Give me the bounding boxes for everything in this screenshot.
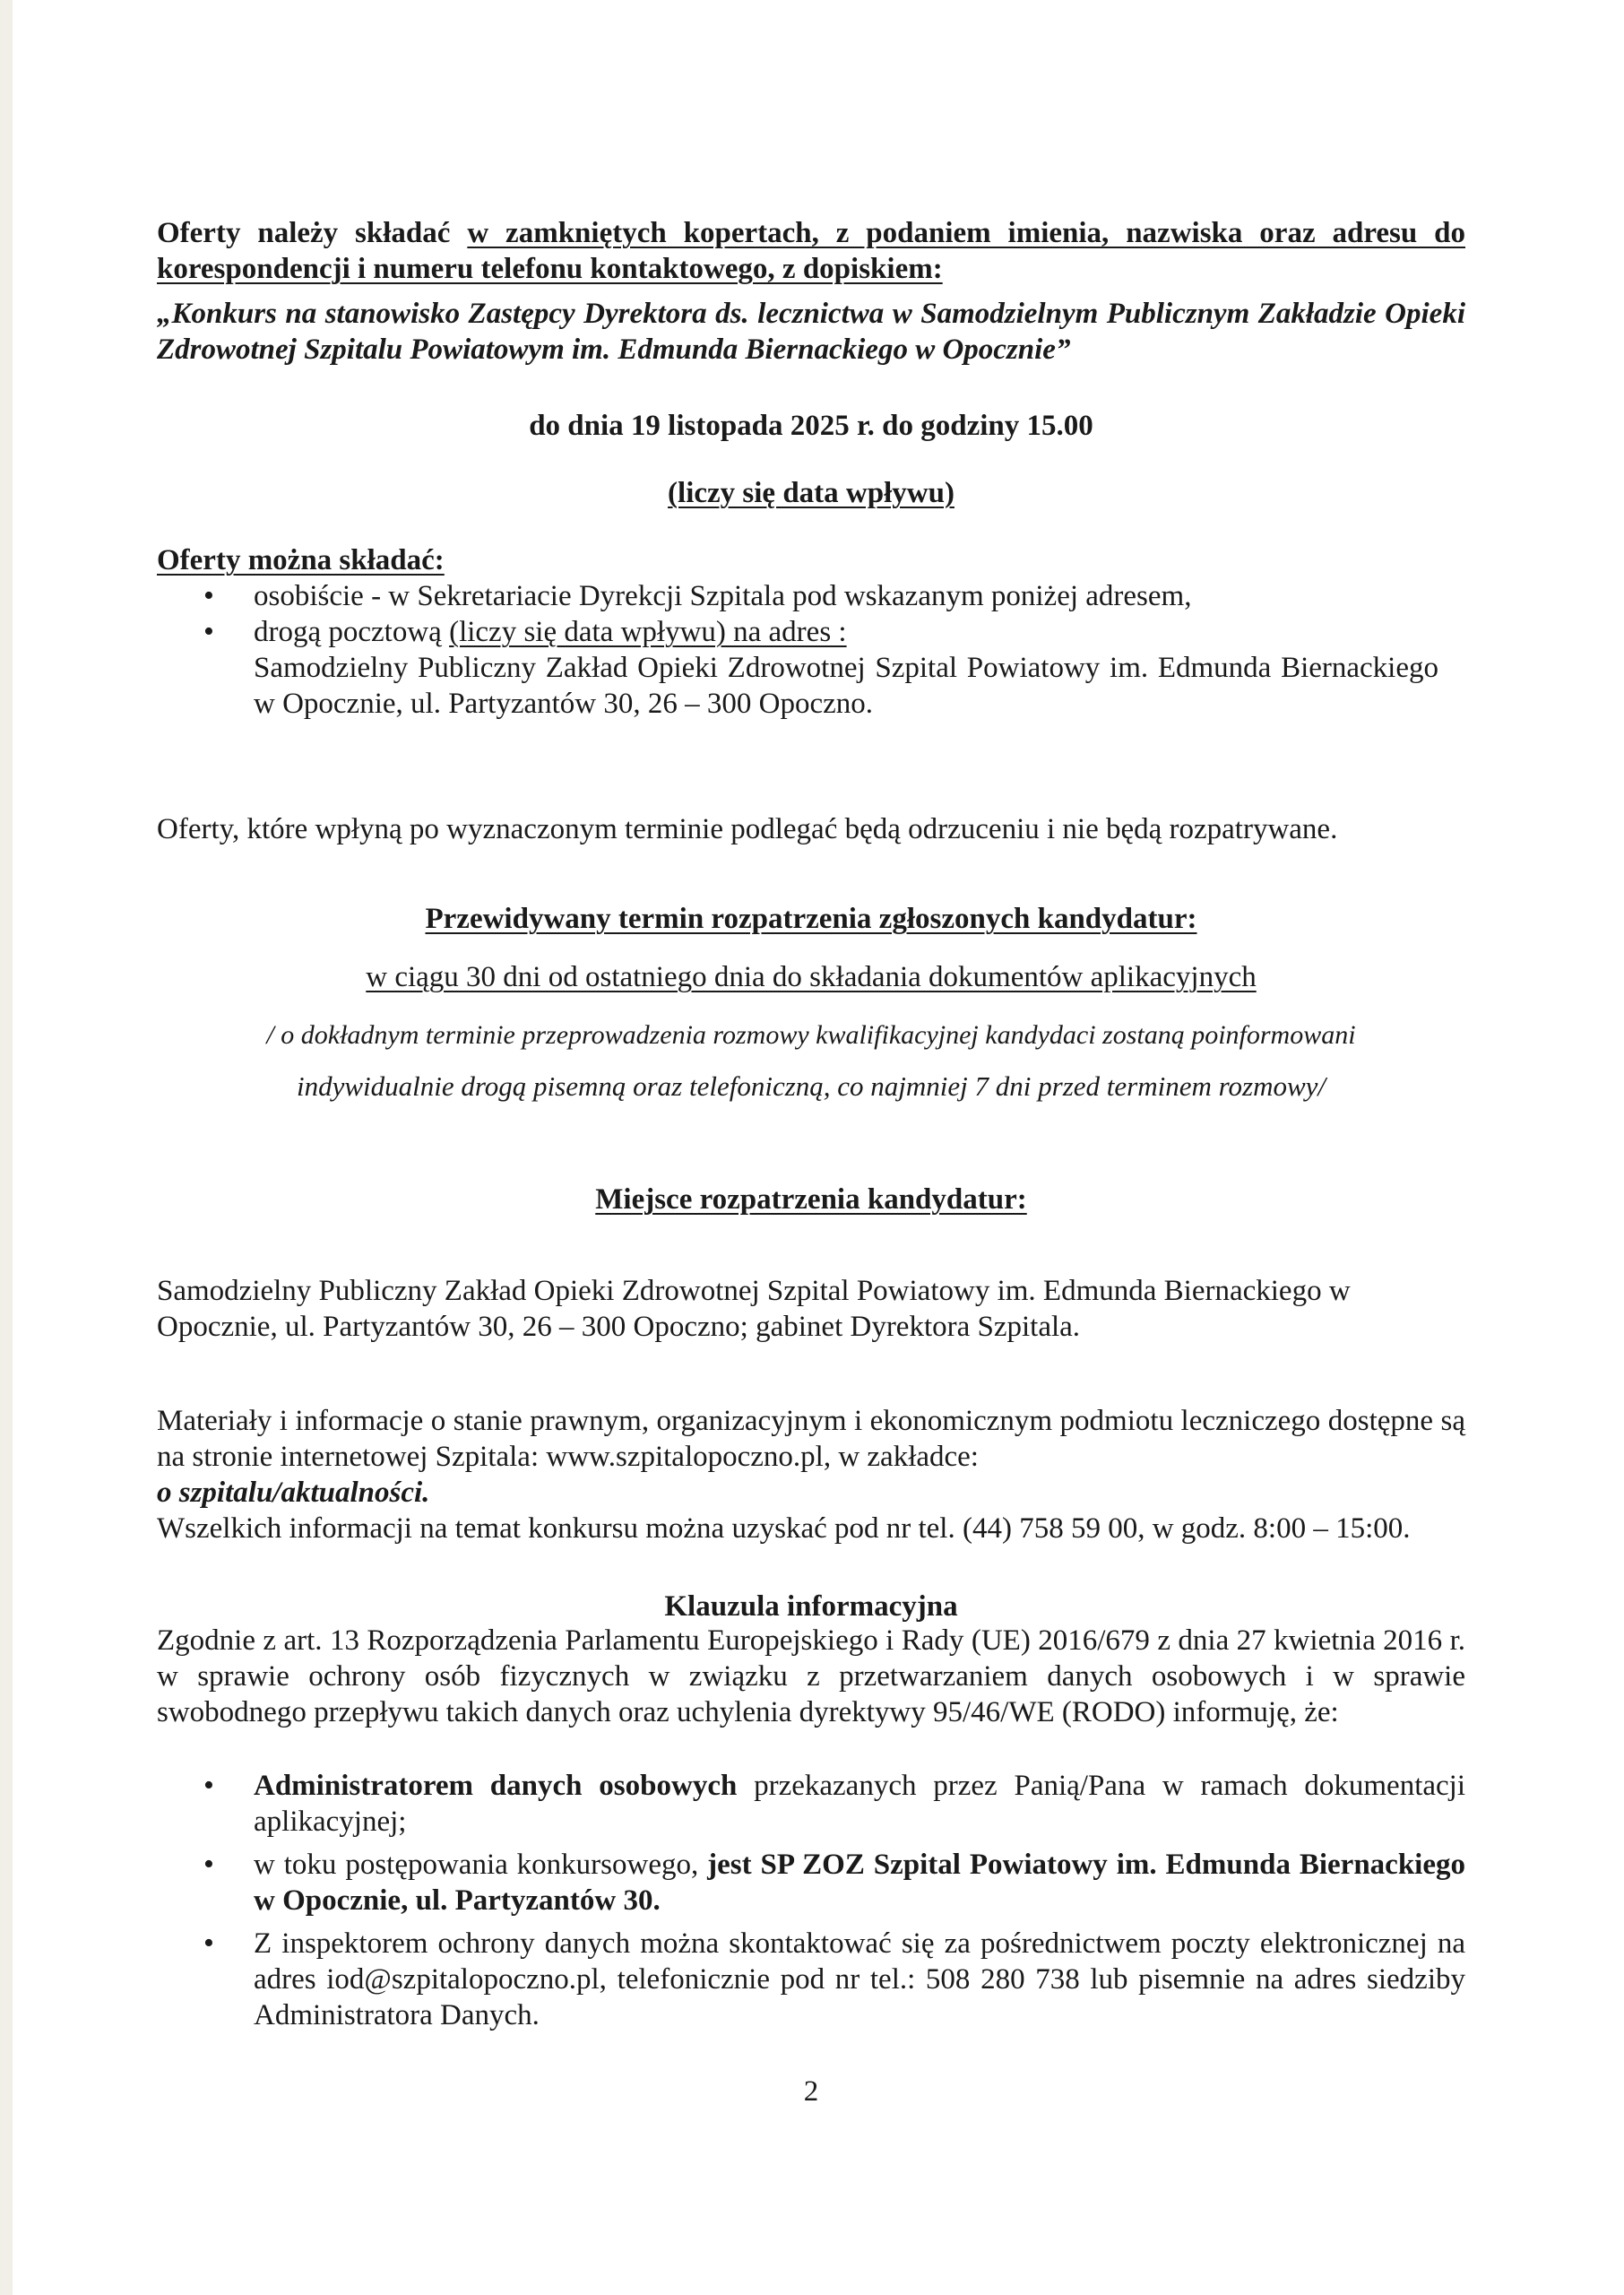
intro-paragraph — [157, 215, 1465, 287]
deadline-note-text: (liczy się data wpływu) — [668, 477, 955, 509]
clause-item-bold: jest SP ZOZ Szpital Powiatowy im. Edmunda Biernackiego w Opocznie, ul. Partyzantów 30. — [254, 1849, 1465, 1917]
review-term-heading — [157, 901, 1465, 937]
list-item — [157, 614, 1465, 722]
list-item — [157, 578, 1465, 614]
interview-note-line1: / o dokładnym terminie przeprowadzenia rozmowy kwalifikacyjnej kandydaci zostaną poinformowani — [266, 1020, 1356, 1050]
materials-paragraph — [157, 1403, 1465, 1511]
review-term-heading-text: Przewidywany termin rozpatrzenia zgłoszonych kandydatur: — [425, 903, 1197, 935]
submission-heading-text: Oferty można składać: — [157, 544, 445, 576]
materials-text: Materiały i informacje o stanie prawnym, organizacyjnym i ekonomicznym podmiotu leczniczego dostępne są na stronie internetowej Szpitala: www.szpitalopoczno.pl, w zakładce: — [157, 1405, 1465, 1473]
clause-item-text: Z inspektorem ochrony danych można skontaktować się za pośrednictwem poczty elektronicznej na adres iod@szpitalopoczno.pl, telefonicznie pod nr tel.: 508 280 738 lub pisemnie na adres siedziby Administratora Danych. — [254, 1927, 1465, 2031]
clause-list — [157, 1768, 1465, 2033]
submission-heading — [157, 542, 1465, 578]
deadline: do dnia 19 listopada 2025 r. do godziny 15.00 — [529, 410, 1093, 442]
page-number: 2 — [803, 2075, 819, 2108]
clause-intro: Zgodnie z art. 13 Rozporządzenia Parlamentu Europejskiego i Rady (UE) 2016/679 z dnia 27 kwietnia 2016 r. w sprawie ochrony osób fizycznych w związku z przetwarzaniem danych osobowych i w sprawie swobodnego przepływu takich danych oraz uchylenia dyrektywy 95/46/WE (RODO) informuję, że: — [157, 1624, 1465, 1728]
review-term-subheading-text: w ciągu 30 dni od ostatniego dnia do składania dokumentów aplikacyjnych — [366, 961, 1257, 993]
late-offers-notice: Oferty, które wpłyną po wyznaczonym terminie podlegać będą odrzuceniu i nie będą rozpatrywane. — [157, 813, 1338, 845]
contact-info: Wszelkich informacji na temat konkursu można uzyskać pod nr tel. (44) 758 59 00, w godz. 8:00 – 15:00. — [157, 1512, 1411, 1545]
intro-underlined-text: w zamkniętych kopertach, z podaniem imienia, nazwiska oraz adresu do korespondencji i numeru telefonu kontaktowego, z dopiskiem: — [157, 217, 1465, 285]
deadline-note — [157, 475, 1465, 511]
list-item — [157, 1768, 1465, 1840]
clause-item-text: w toku postępowania konkursowego, — [254, 1849, 708, 1881]
list-item — [157, 1926, 1465, 2033]
review-place-heading-text: Miejsce rozpatrzenia kandydatur: — [595, 1183, 1027, 1216]
submission-list — [157, 578, 1465, 722]
review-place-text: Samodzielny Publiczny Zakład Opieki Zdrowotnej Szpital Powiatowy im. Edmunda Biernackiego w Opocznie, ul. Partyzantów 30, 26 – 300 Opoczno; gabinet Dyrektora Szpitala. — [157, 1275, 1351, 1343]
review-term-subheading — [157, 959, 1465, 995]
list-item — [157, 1847, 1465, 1918]
application-label-quote: „Konkurs na stanowisko Zastępcy Dyrektora ds. lecznictwa w Samodzielnym Publicznym Zakładzie Opieki Zdrowotnej Szpitalu Powiatowym im. Edmunda Biernackiego w Opocznie” — [157, 298, 1465, 366]
review-place-heading — [157, 1182, 1465, 1217]
submission-item-underlined: (liczy się data wpływu) na adres : — [449, 616, 847, 648]
clause-item-text: przekazanych przez Panią/Pana w ramach dokumentacji aplikacyjnej; — [254, 1770, 1465, 1838]
submission-item-text: osobiście - w Sekretariacie Dyrekcji Szpitala pod wskazanym poniżej adresem, — [254, 580, 1192, 612]
postal-address: Samodzielny Publiczny Zakład Opieki Zdrowotnej Szpital Powiatowy im. Edmunda Biernackiego w Opocznie, ul. Partyzantów 30, 26 – 300 Opoczno. — [254, 652, 1438, 720]
materials-tab-path: o szpitalu/aktualności. — [157, 1477, 430, 1509]
interview-note-line2: indywidualnie drogą pisemną oraz telefoniczną, co najmniej 7 dni przed terminem rozmowy/ — [296, 1070, 1326, 1102]
scan-edge — [0, 0, 13, 2295]
clause-heading: Klauzula informacyjna — [664, 1590, 958, 1623]
submission-item-text: drogą pocztową — [254, 616, 450, 648]
clause-item-bold: Administratorem danych osobowych — [254, 1770, 738, 1802]
intro-text: Oferty należy składać — [157, 217, 468, 249]
